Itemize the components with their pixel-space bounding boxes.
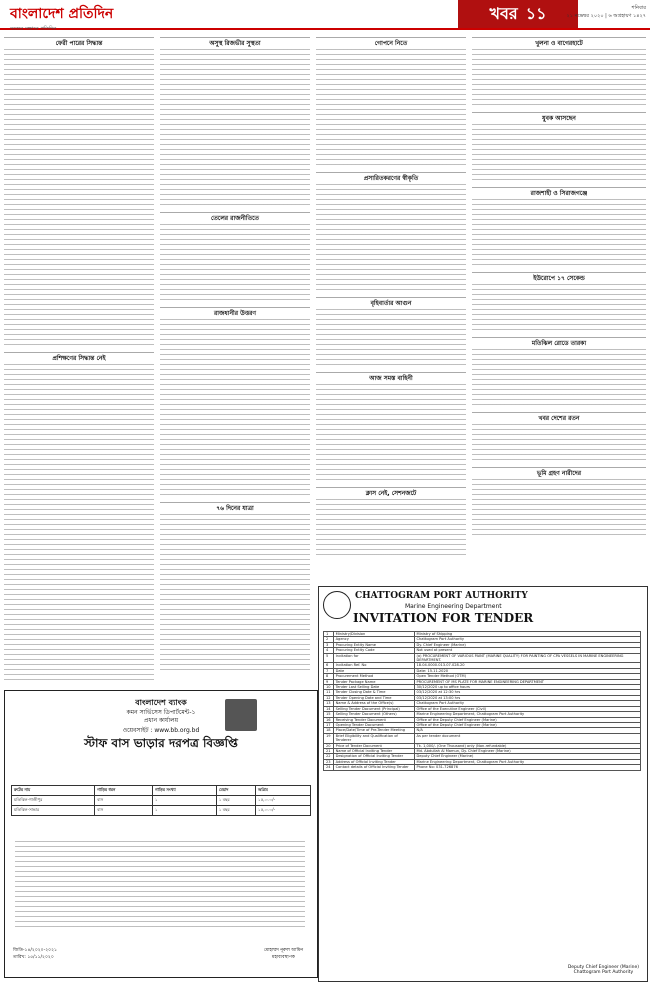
tender-row-label: Name & Address of the Office(s) (333, 701, 414, 706)
tender-row-label: Agency (333, 637, 414, 642)
tender-row-no: 8 (324, 674, 334, 679)
tender-row-label: Procurement Method (333, 674, 414, 679)
ad-table-cell: মতিঝিল-সাভার (12, 806, 95, 816)
ad-table-row (12, 806, 311, 816)
tender-row-value: 18.04.0000.013.07.028.20 (414, 663, 640, 668)
article-body (472, 424, 646, 464)
tender-row-label: Ministry/Division (333, 632, 414, 637)
headline: ফেরী পারের সিদ্ধান্ত (4, 37, 154, 47)
tender-row-label: Invitation for (333, 653, 414, 663)
ad-table-header: গাড়ির ধরন (95, 786, 153, 796)
headline: রাজধানীর উত্তরণ (160, 307, 310, 317)
ad-signer: মোহাম্মদ নূরুল আমিন (263, 948, 303, 953)
ad-signature (264, 947, 303, 961)
tender-row-no: 17 (324, 722, 334, 727)
article-body (472, 199, 646, 269)
tender-row-value: Tk. 1,000/- (One Thousand) only (Non-refundable) (414, 743, 640, 748)
tender-row-value: Ministry of Shipping (414, 632, 640, 637)
tender-row-value: Office of the Deputy Chief Engineer (Marine) (414, 717, 640, 722)
headline: যুবক আসছেন (472, 112, 646, 122)
headline: মতিঝিল রোডে তারকা (472, 337, 646, 347)
ad-ref (13, 947, 57, 961)
newspaper-logo (10, 2, 113, 34)
tender-row-no: 22 (324, 754, 334, 759)
article-body (316, 309, 466, 369)
tender-row-no: 20 (324, 743, 334, 748)
tender-row-label: Opening Tender Document (333, 722, 414, 727)
tender-row-label: Tender Opening Date and Time (333, 695, 414, 700)
tender-row-value: (a) PROCUREMENT OF VARIOUS PAINT (MARINE QUALITY) FOR PAINTING OF CPA VESSELS IN MARINE ENGINEERING DEPARTMENT. (414, 653, 640, 663)
logo-tagline: সত্যের সন্ধানে প্রতিদিন (10, 26, 57, 32)
tender-row-no: 16 (324, 717, 334, 722)
tender-row (324, 765, 641, 770)
tender-signature (568, 965, 639, 975)
issue-date (567, 4, 647, 20)
tender-org: CHATTOGRAM PORT AUTHORITY (355, 591, 528, 601)
tender-row-value: 03/12/2020 at 13:00 hrs (414, 695, 640, 700)
ad-office: প্রধান কার্যালয় (143, 717, 179, 724)
column-2 (160, 34, 310, 684)
article-body (316, 384, 466, 484)
ad-table-cell: বাস (95, 796, 153, 806)
tender-row-value: Marine Engineering Department, Chattogram Port Authority (414, 759, 640, 764)
tender-row-value: Office of the Deputy Chief Engineer (Marine) (414, 722, 640, 727)
tender-row-label: Tender Last Selling Date (333, 685, 414, 690)
tender-row-value: 03/12/2020 at 12:30 hrs (414, 690, 640, 695)
tender-row-value: Chattogram Port Authority (414, 637, 640, 642)
section-banner (458, 0, 578, 28)
ad-table-cell: ১৫,০০০/- (256, 796, 311, 806)
tender-row (324, 733, 641, 743)
ad-table-cell: মতিঝিল-গাজীপুর (12, 796, 95, 806)
tender-row-label: Procuring Entity Name (333, 642, 414, 647)
tender-row-label: Selling Tender Document (Others) (333, 712, 414, 717)
tender-row-value: Md. Abdullah Al Mamun, Dy. Chief Engineer (Marine) (414, 748, 640, 753)
tender-row-value: Open Tender Method (OTM) (414, 674, 640, 679)
port-authority-emblem-icon (323, 591, 351, 619)
headline: ভূমি গ্রহণ নারীদের (472, 467, 646, 477)
article-body (4, 364, 154, 684)
column-1 (4, 34, 154, 684)
ad-table-header: গাড়ির সংখ্যা (152, 786, 216, 796)
tender-row-no: 4 (324, 648, 334, 653)
headline: প্রশিক্ষণের সিদ্ধান্ত নেই (4, 352, 154, 362)
headline: অসুস্থ রিজভীর সুস্থতা (160, 37, 310, 47)
article-body (316, 499, 466, 559)
tender-row-label: Selling Tender Document (Principal) (333, 706, 414, 711)
tender-row-value: Chattogram Port Authority (414, 701, 640, 706)
ad-table-cell: ১ (152, 806, 216, 816)
headline: বৃহিবার্তার আগুন (316, 297, 466, 307)
headline: আজ সমস্ত বাহিনী (316, 372, 466, 382)
ad-ref-no: জিডি-১৪/২০২০-২০২১ (13, 948, 57, 953)
issue-day: শনিবার (631, 5, 646, 11)
tender-row-no: 3 (324, 642, 334, 647)
tender-row-label: Place/Date/Time of Pre-Tender Meeting (333, 728, 414, 733)
tender-row-value: Date: 15.11.2020 (414, 668, 640, 673)
tender-row-label: Tender Closing Date & Time (333, 690, 414, 695)
tender-row-no: 23 (324, 759, 334, 764)
issue-date-text: ২১ নভেম্বর ২০২০ | ৬ অগ্রহায়ণ ১৪২৭ (566, 13, 646, 19)
article-body (160, 514, 310, 674)
tender-row-no: 1 (324, 632, 334, 637)
ad-date: তারিখ: ১৫/১১/২০২০ (13, 955, 54, 960)
ad-table-cell: ১ (152, 796, 216, 806)
tender-row-value: Phone No: 031-726876 (414, 765, 640, 770)
tender-signer: Deputy Chief Engineer (Marine) (567, 965, 639, 970)
headline: খবর দেশের রতন (472, 412, 646, 422)
page-header (0, 0, 650, 30)
tender-signer-org: Chattogram Port Authority (573, 970, 634, 975)
tender-row-no: 18 (324, 728, 334, 733)
headline: ইউরোপে ১৭ সেকেন্ড (472, 272, 646, 282)
article-body (160, 224, 310, 304)
tender-row-no: 9 (324, 679, 334, 684)
tender-row-no: 13 (324, 701, 334, 706)
tender-row-no: 19 (324, 733, 334, 743)
headline: ৭৬ দিনের যাত্রা (160, 502, 310, 512)
ad-dept: কমন সার্ভিসেস ডিপার্টমেন্ট-১ (126, 709, 196, 716)
tender-row-label: Procuring Entity Code (333, 648, 414, 653)
logo-text: বাংলাদেশ প্রতিদিন (10, 6, 114, 22)
tender-notice (318, 586, 648, 982)
article-body (316, 49, 466, 169)
article-body (472, 49, 646, 109)
tender-row-label: Receiving Tender Document (333, 717, 414, 722)
tender-row-no: 6 (324, 663, 334, 668)
article-body (160, 319, 310, 499)
headline: গোপনে নিতে (316, 37, 466, 47)
ad-notice-title: স্টাফ বাস ভাড়ার দরপত্র বিজ্ঞপ্তি (84, 736, 238, 750)
tender-row-value: Deputy Chief Engineer (Marine) (414, 754, 640, 759)
tender-row-value: N/A (414, 728, 640, 733)
headline: ক্লাস নেই, সেশনজটে (316, 487, 466, 497)
column-3 (316, 34, 466, 582)
tender-table (323, 631, 641, 771)
ad-table-cell: ১৫,০০০/- (256, 806, 311, 816)
ad-table-cell: বাস (95, 806, 153, 816)
tender-row-label: Name of Official Inviting Tender (333, 748, 414, 753)
tender-row-no: 2 (324, 637, 334, 642)
article-body (4, 49, 154, 349)
tender-row-no: 7 (324, 668, 334, 673)
bank-ad (4, 690, 318, 978)
ad-table-row (12, 796, 311, 806)
article-body (472, 479, 646, 539)
tender-row-no: 5 (324, 653, 334, 663)
ad-bank-name: বাংলাদেশ ব্যাংক (135, 698, 187, 707)
tender-row-no: 21 (324, 748, 334, 753)
ad-website: ওয়েবসাইট : www.bb.org.bd (122, 727, 200, 734)
tender-row-value: Not used at present (414, 648, 640, 653)
ad-body-text (15, 841, 305, 931)
tender-row-label: Tender Package Name (333, 679, 414, 684)
tender-title: INVITATION FOR TENDER (353, 611, 534, 625)
tender-row-label: Brief Eligibility and Qualification of Tenderer (333, 733, 414, 743)
headline: রাজশাহী ও সিরাজগঞ্জে (472, 187, 646, 197)
ad-signer-title: মহাব্যবস্থাপক (271, 955, 295, 960)
tender-row-label: Invitation Ref. No (333, 663, 414, 668)
tender-row-no: 14 (324, 706, 334, 711)
ad-table-header: অগ্রিম (256, 786, 311, 796)
tender-row-value: Dy. Chief Engineer (Marine) (414, 642, 640, 647)
tender-row-label: Designation of Official Inviting Tender (333, 754, 414, 759)
tender-row-no: 10 (324, 685, 334, 690)
ad-portrait (225, 699, 257, 731)
ad-table-cell: ১ বছর (216, 806, 255, 816)
tender-row-value: 30/12/2020 up to office hours (414, 685, 640, 690)
ad-table (11, 785, 311, 816)
tender-row-label: Date (333, 668, 414, 673)
headline: প্রসারিতকরণের স্বীকৃতি (316, 172, 466, 182)
tender-row (324, 653, 641, 663)
ad-table-header: মেয়াদ (216, 786, 255, 796)
article-body (316, 184, 466, 294)
tender-row-no: 24 (324, 765, 334, 770)
tender-row-value: As per tender document (414, 733, 640, 743)
tender-row-value: Marine Engineering Department, Chattogram Port Authority (414, 712, 640, 717)
ad-table-header: রুটের নাম (12, 786, 95, 796)
page-number: ১১ (525, 3, 547, 23)
ad-table-cell: ১ বছর (216, 796, 255, 806)
tender-row-label: Contact details of Official Inviting Tender (333, 765, 414, 770)
tender-row-label: Price of Tender Document (333, 743, 414, 748)
tender-dept: Marine Engineering Department (405, 603, 502, 610)
article-body (472, 284, 646, 334)
article-body (160, 49, 310, 209)
article-body (472, 124, 646, 184)
tender-row-value: Office of the Executive Engineer (Civil) (414, 706, 640, 711)
column-4 (472, 34, 646, 582)
tender-row-no: 12 (324, 695, 334, 700)
tender-row-no: 15 (324, 712, 334, 717)
tender-row-value: PROCUREMENT OF MS PLATE FOR MARINE ENGINEERING DEPARTMENT (414, 679, 640, 684)
article-body (472, 349, 646, 409)
tender-row-label: Address of Official Inviting Tender (333, 759, 414, 764)
headline: খুলনা ও বাগেরহাটে (472, 37, 646, 47)
section-name: খবর (489, 3, 518, 23)
tender-row-no: 11 (324, 690, 334, 695)
headline: তেলের রাজনীতিতে (160, 212, 310, 222)
